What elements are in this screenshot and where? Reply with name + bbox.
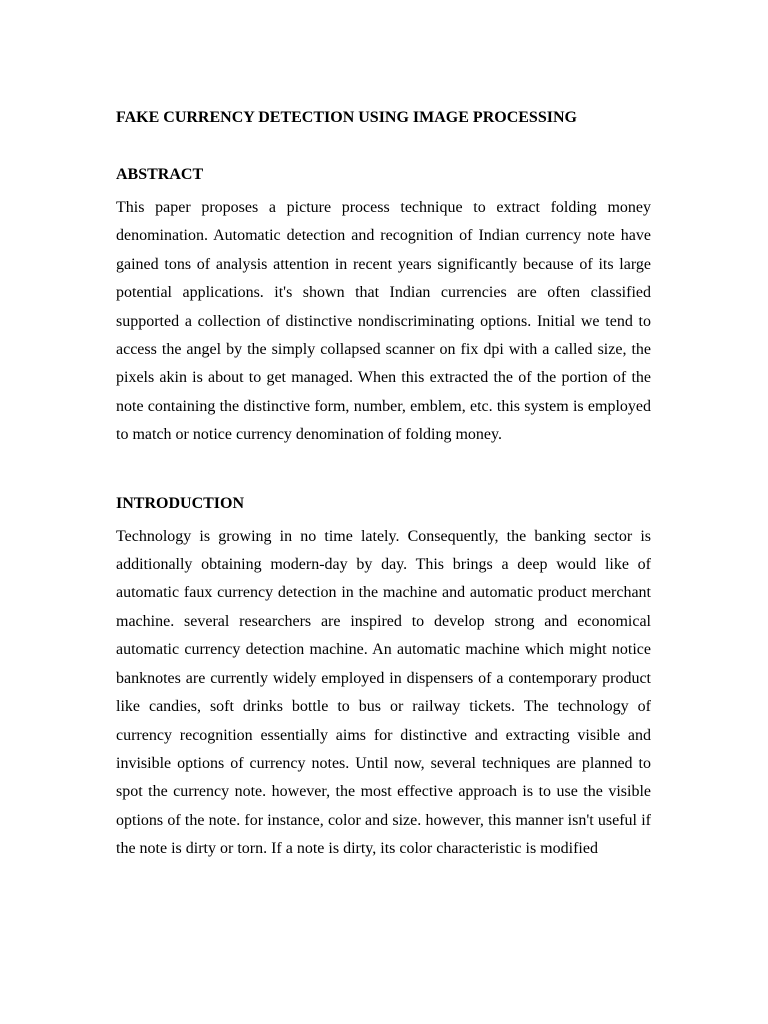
abstract-paragraph: This paper proposes a picture process technique to extract folding money denomination. Automatic detection and recognition of Indian currency note have gained tons of analysis attention in recent years significantly because of its large potential applications. it's shown that Indian currencies are often classified supported a collection of distinctive nondiscriminating options. Initial we tend to access the angel by the simply collapsed scanner on fix dpi with a called size, the pixels akin is about to get managed. When this extracted the of the portion of the note containing the distinctive form, number, emblem, etc. this system is employed to match or notice currency denomination of folding money. (116, 199, 651, 444)
abstract-heading: ABSTRACT (116, 166, 204, 183)
introduction-paragraph: Technology is growing in no time lately. Consequently, the banking sector is additionally obtaining modern-day by day. This brings a deep would like of automatic faux currency detection in the machine and automatic product merchant machine. several researchers are inspired to develop strong and economical automatic currency detection machine. An automatic machine which might notice banknotes are currently widely employed in dispensers of a contemporary product like candies, soft drinks bottle to bus or railway tickets. The technology of currency recognition essentially aims for distinctive and extracting visible and invisible options of currency notes. Until now, several techniques are planned to spot the currency note. however, the most effective approach is to use the visible options of the note. for instance, color and size. however, this manner isn't useful if the note is dirty or torn. If a note is dirty, its color characteristic is modified (116, 527, 651, 858)
document-title: FAKE CURRENCY DETECTION USING IMAGE PROCESSING (116, 109, 577, 126)
document-content (116, 106, 651, 864)
introduction-heading: INTRODUCTION (116, 494, 245, 512)
